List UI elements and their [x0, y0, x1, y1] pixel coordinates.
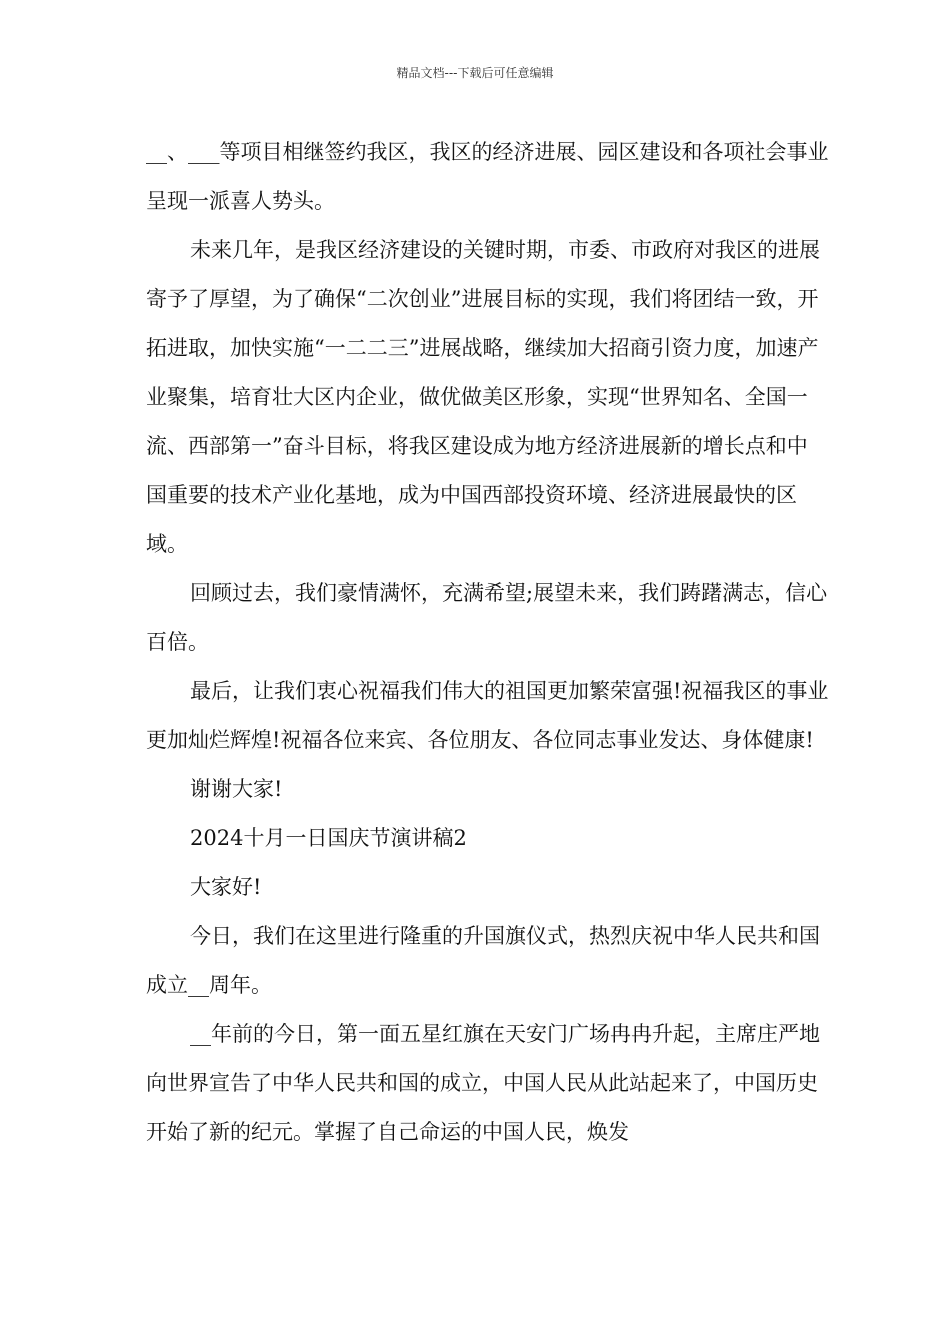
paragraph-2: 未来几年，是我区经济建设的关键时期，市委、市政府对我区的进展寄予了厚望，为了确保“二次创业”进展目标的实现，我们将团结一致，开拓进取，加快实施“一二二三”进展战略，继续加大招商引资力度，加速产业聚集，培育壮大区内企业，做优做美区形象，实现“世界知名、全国一流、西部第一”奋斗目标，将我区建设成为地方经济进展新的增长点和中国重要的技术产业化基地，成为中国西部投资环境、经济进展最快的区域。 — [146, 238, 820, 556]
paragraph-3: 回顾过去，我们豪情满怀，充满希望;展望未来，我们踌躇满志，信心百倍。 — [146, 581, 828, 654]
greeting: 大家好! — [190, 875, 262, 899]
paragraph-4: 最后，让我们衷心祝福我们伟大的祖国更加繁荣富强!祝福我区的事业更加灿烂辉煌!祝福各位来宾、各位朋友、各位同志事业发达、身体健康! — [146, 679, 829, 752]
section-title: 2024十月一日国庆节演讲稿2 — [190, 826, 467, 850]
paragraph-8: 今日，我们在这里进行隆重的升国旗仪式，热烈庆祝中华人民共和国成立__周年。 — [146, 924, 820, 997]
paragraph-9: __年前的今日，第一面五星红旗在天安门广场冉冉升起，主席庄严地向世界宣告了中华人民共和国的成立，中国人民从此站起来了，中国历史开始了新的纪元。掌握了自己命运的中国人民，焕发 — [146, 1022, 820, 1144]
document-body — [146, 128, 836, 1157]
paragraph-5: 谢谢大家! — [190, 777, 283, 801]
paragraph-1: __、___等项目相继签约我区，我区的经济进展、园区建设和各项社会事业呈现一派喜人势头。 — [146, 140, 829, 213]
page-header: 精品文档---下载后可任意编辑 — [396, 66, 554, 80]
